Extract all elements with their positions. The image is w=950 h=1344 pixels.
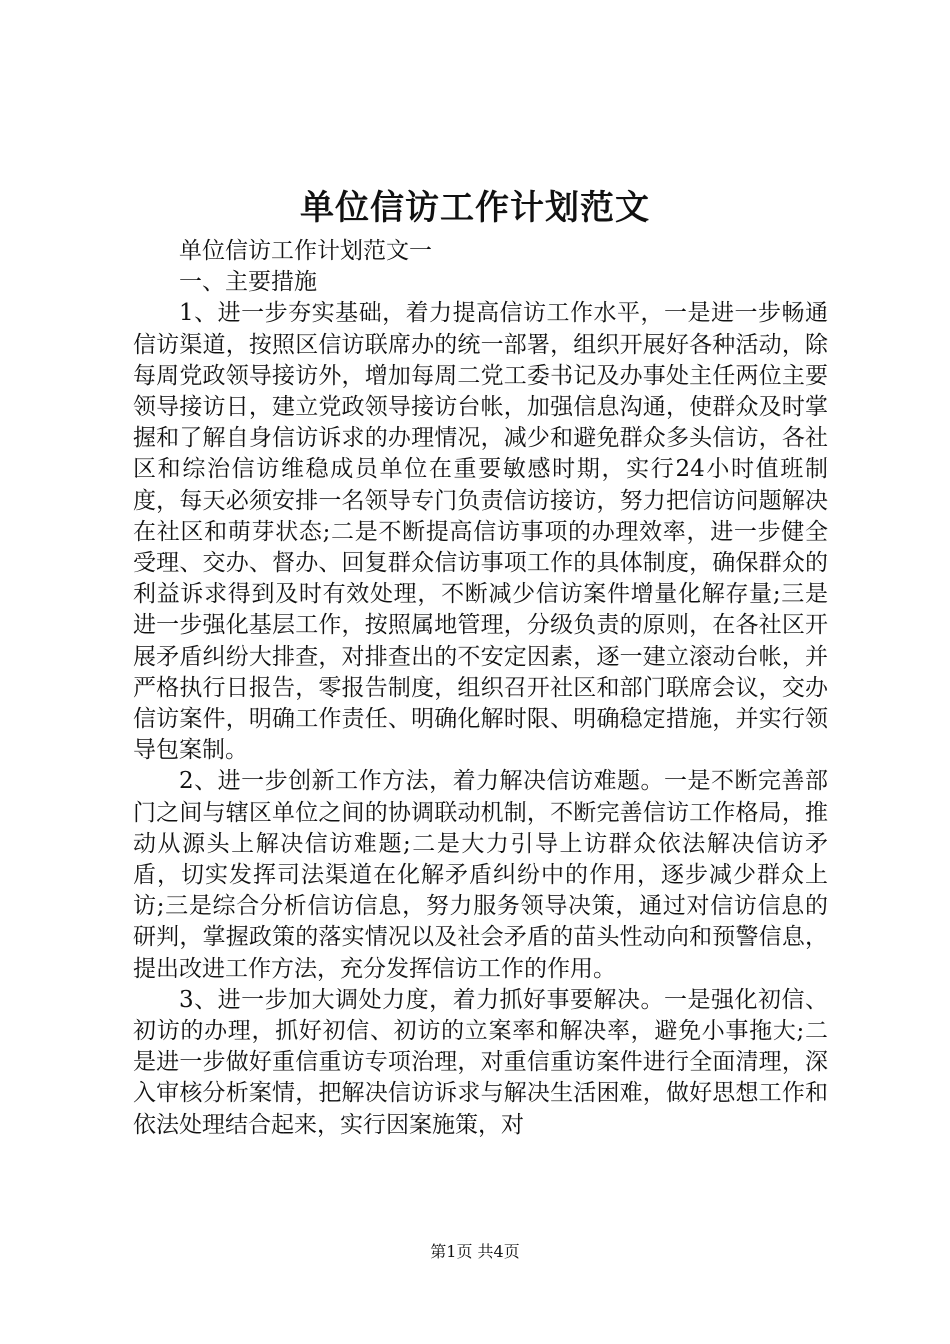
page-footer: 第1页 共4页 bbox=[430, 1242, 520, 1261]
paragraph-1: 1、进一步夯实基础，着力提高信访工作水平，一是进一步畅通信访渠道，按照区信访联席办的统一部署，组织开展好各种活动，除每周党政领导接访外，增加每周二党工委书记及办事处主任两位主要领导接访日，建立党政领导接访台帐，加强信息沟通，使群众及时掌握和了解自身信访诉求的办理情况，减少和避免群众多头信访，各社区和综治信访维稳成员单位在重要敏感时期，实行24小时值班制度，每天必须安排一名领导专门负责信访接访，努力把信访问题解决在社区和萌芽状态;二是不断提高信访事项的办理效率，进一步健全受理、交办、督办、回复群众信访事项工作的具体制度，确保群众的利益诉求得到及时有效处理，不断减少信访案件增量化解存量;三是进一步强化基层工作，按照属地管理，分级负责的原则，在各社区开展矛盾纠纷大排查，对排查出的不安定因素，逐一建立滚动台帐，并严格执行日报告，零报告制度，组织召开社区和部门联席会议，交办信访案件，明确工作责任、明确化解时限、明确稳定措施，并实行领导包案制。 bbox=[133, 300, 828, 764]
document-body bbox=[133, 236, 828, 1141]
section-heading: 一、主要措施 bbox=[179, 269, 317, 296]
document-subtitle: 单位信访工作计划范文一 bbox=[179, 238, 432, 264]
document-title: 单位信访工作计划范文 bbox=[300, 188, 650, 228]
paragraph-2: 2、进一步创新工作方法，着力解决信访难题。一是不断完善部门之间与辖区单位之间的协调联动机制，不断完善信访工作格局，推动从源头上解决信访难题;二是大力引导上访群众依法解决信访矛盾，切实发挥司法渠道在化解矛盾纠纷中的作用，逐步减少群众上访;三是综合分析信访信息，努力服务领导决策，通过对信访信息的研判，掌握政策的落实情况以及社会矛盾的苗头性动向和预警信息，提出改进工作方法，充分发挥信访工作的作用。 bbox=[133, 768, 828, 982]
paragraph-3: 3、进一步加大调处力度，着力抓好事要解决。一是强化初信、初访的办理，抓好初信、初访的立案率和解决率，避免小事拖大;二是进一步做好重信重访专项治理，对重信重访案件进行全面清理，深入审核分析案情，把解决信访诉求与解决生活困难，做好思想工作和依法处理结合起来，实行因案施策，对 bbox=[133, 986, 828, 1138]
